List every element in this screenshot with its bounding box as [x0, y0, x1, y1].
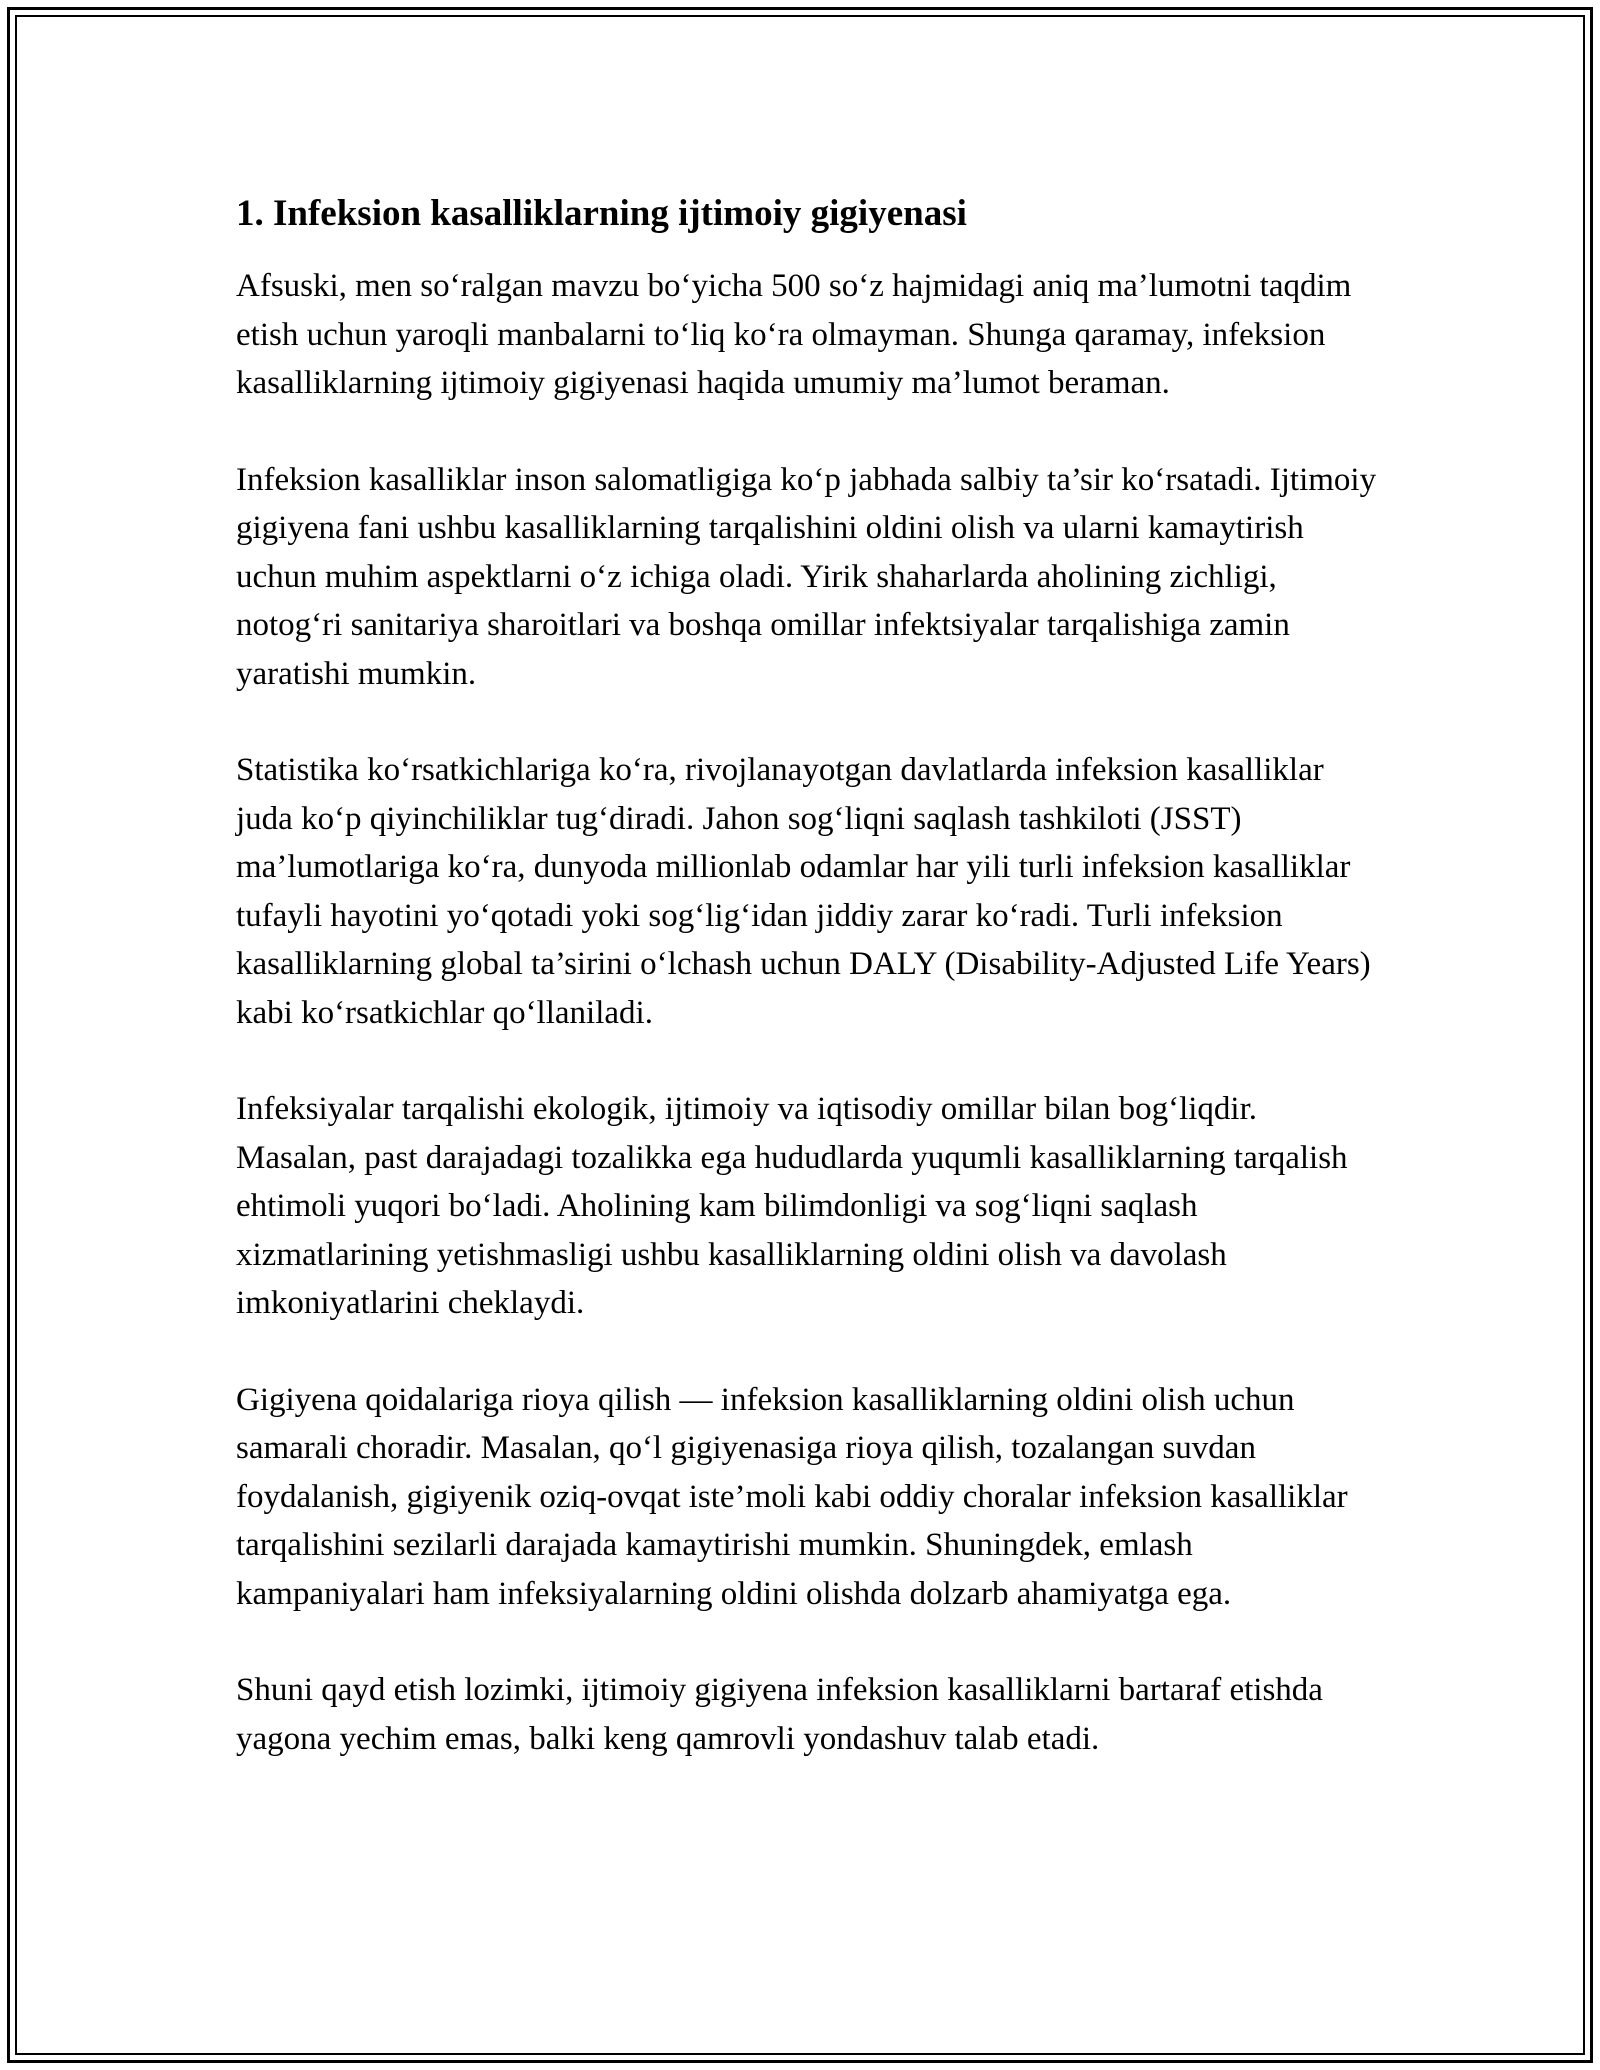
paragraph-statistics: Statistika ko‘rsatkichlariga ko‘ra, rivojlanayotgan davlatlarda infeksion kasalliklar juda ko‘p qiyinchiliklar tug‘diradi. Jahon sog‘liqni saqlash tashkiloti (JSST) ma’lumotlariga ko‘ra, dunyoda millionlab odamlar har yili turli infeksion kasalliklar tufayli hayotini yo‘qotadi yoki sog‘lig‘idan jiddiy zarar ko‘radi. Turli infeksion kasalliklarning global ta’sirini o‘lchash uchun DALY (Disability-Adjusted Life Years) kabi ko‘rsatkichlar qo‘llaniladi.	[236, 752, 1371, 1031]
paragraph-hygiene-rules: Gigiyena qoidalariga rioya qilish — infeksion kasalliklarning oldini olish uchun samarali choradir. Masalan, qo‘l gigiyenasiga rioya qilish, tozalangan suvdan foydalanish, gigiyenik oziq-ovqat iste’moli kabi oddiy choralar infeksion kasalliklar tarqalishini sezilarli darajada kamaytirishi mumkin. Shuningdek, emlash kampaniyalari ham infeksiyalarning oldini olishda dolzarb ahamiyatga ega.	[236, 1381, 1348, 1612]
paragraph-conclusion: Shuni qayd etish lozimki, ijtimoiy gigiyena infeksion kasalliklarni bartaraf etishda yagona yechim emas, balki keng qamrovli yondashuv talab etadi.	[236, 1672, 1323, 1757]
paragraph-impact: Infeksion kasalliklar inson salomatligiga ko‘p jabhada salbiy ta’sir ko‘rsatadi. Ijtimoiy gigiyena fani ushbu kasalliklarning tarqalishini oldini olish va ularni kamaytirish uchun muhim aspektlarni o‘z ichiga oladi. Yirik shaharlarda aholining zichligi, notog‘ri sanitariya sharoitlari va boshqa omillar infektsiyalar tarqalishiga zamin yaratishi mumkin.	[236, 461, 1377, 692]
document-title: 1. Infeksion kasalliklarning ijtimoiy gigiyenasi	[236, 193, 967, 234]
paragraph-factors: Infeksiyalar tarqalishi ekologik, ijtimoiy va iqtisodiy omillar bilan bog‘liqdir. Masalan, past darajadagi tozalikka ega hududlarda yuqumli kasalliklarning tarqalish ehtimoli yuqori bo‘ladi. Aholining kam bilimdonligi va sog‘liqni saqlash xizmatlarining yetishmasligi ushbu kasalliklarning oldini olish va davolash imkoniyatlarini cheklaydi.	[236, 1091, 1348, 1321]
paragraph-intro: Afsuski, men so‘ralgan mavzu bo‘yicha 500 so‘z hajmidagi aniq ma’lumotni taqdim etish uchun yaroqli manbalarni to‘liq ko‘ra olmayman. Shunga qaramay, infeksion kasalliklarning ijtimoiy gigiyenasi haqida umumiy ma’lumot beraman.	[236, 268, 1352, 401]
document-body	[236, 188, 1381, 1811]
